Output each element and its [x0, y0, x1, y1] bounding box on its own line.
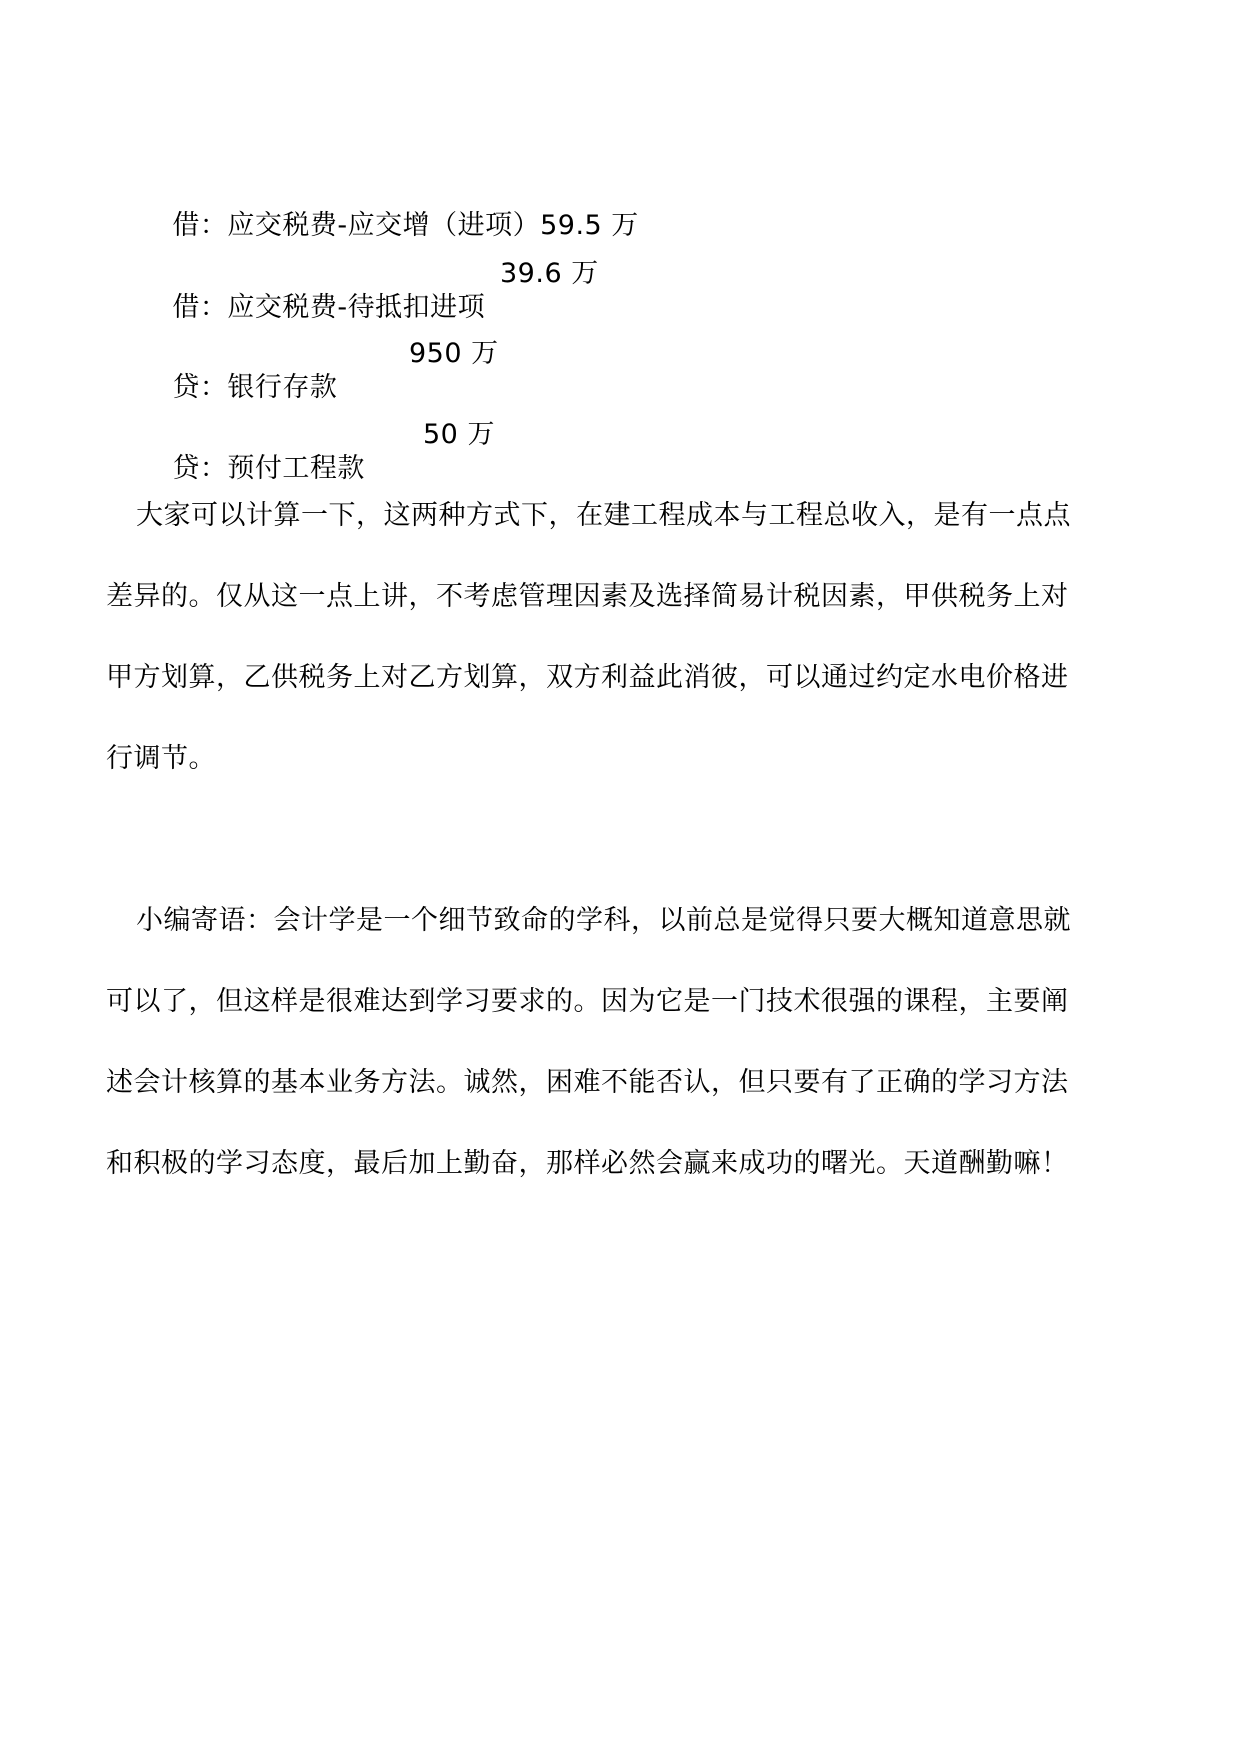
journal-entry-amount: 39.6 万: [500, 258, 599, 289]
journal-entry: [136, 418, 536, 554]
journal-entry-label: 贷：预付工程款: [172, 453, 365, 484]
journal-entry-amount: 950 万: [409, 338, 499, 369]
paragraph-line: 大家可以计算一下，这两种方式下，在建工程成本与工程总收入，是有一点点: [136, 500, 1071, 531]
journal-entry-label: 借：应交税费-应交增（进项）59.5 万: [172, 210, 639, 241]
paragraph-line: 甲方划算，乙供税务上对乙方划算，双方利益此消彼，可以通过约定水电价格进: [106, 662, 1069, 693]
journal-entry-amount: 50 万: [423, 419, 495, 450]
journal-entry-label: 贷：银行存款: [172, 372, 338, 403]
paragraph-line: 小编寄语：会计学是一个细节致命的学科，以前总是觉得只要大概知道意思就: [136, 905, 1071, 936]
paragraph-line: 述会计核算的基本业务方法。诚然，困难不能否认，但只要有了正确的学习方法: [106, 1067, 1069, 1098]
paragraph-line: 可以了，但这样是很难达到学习要求的。因为它是一门技术很强的课程，主要阐: [106, 986, 1069, 1017]
paragraph-line: 行调节。: [106, 743, 216, 774]
paragraph-line: 和积极的学习态度，最后加上勤奋，那样必然会赢来成功的曙光。天道酬勤嘛！: [106, 1148, 1069, 1179]
paragraph-line: 差异的。仅从这一点上讲，不考虑管理因素及选择简易计税因素，甲供税务上对: [106, 581, 1069, 612]
journal-entry-label: 借：应交税费-待抵扣进项: [172, 292, 486, 323]
